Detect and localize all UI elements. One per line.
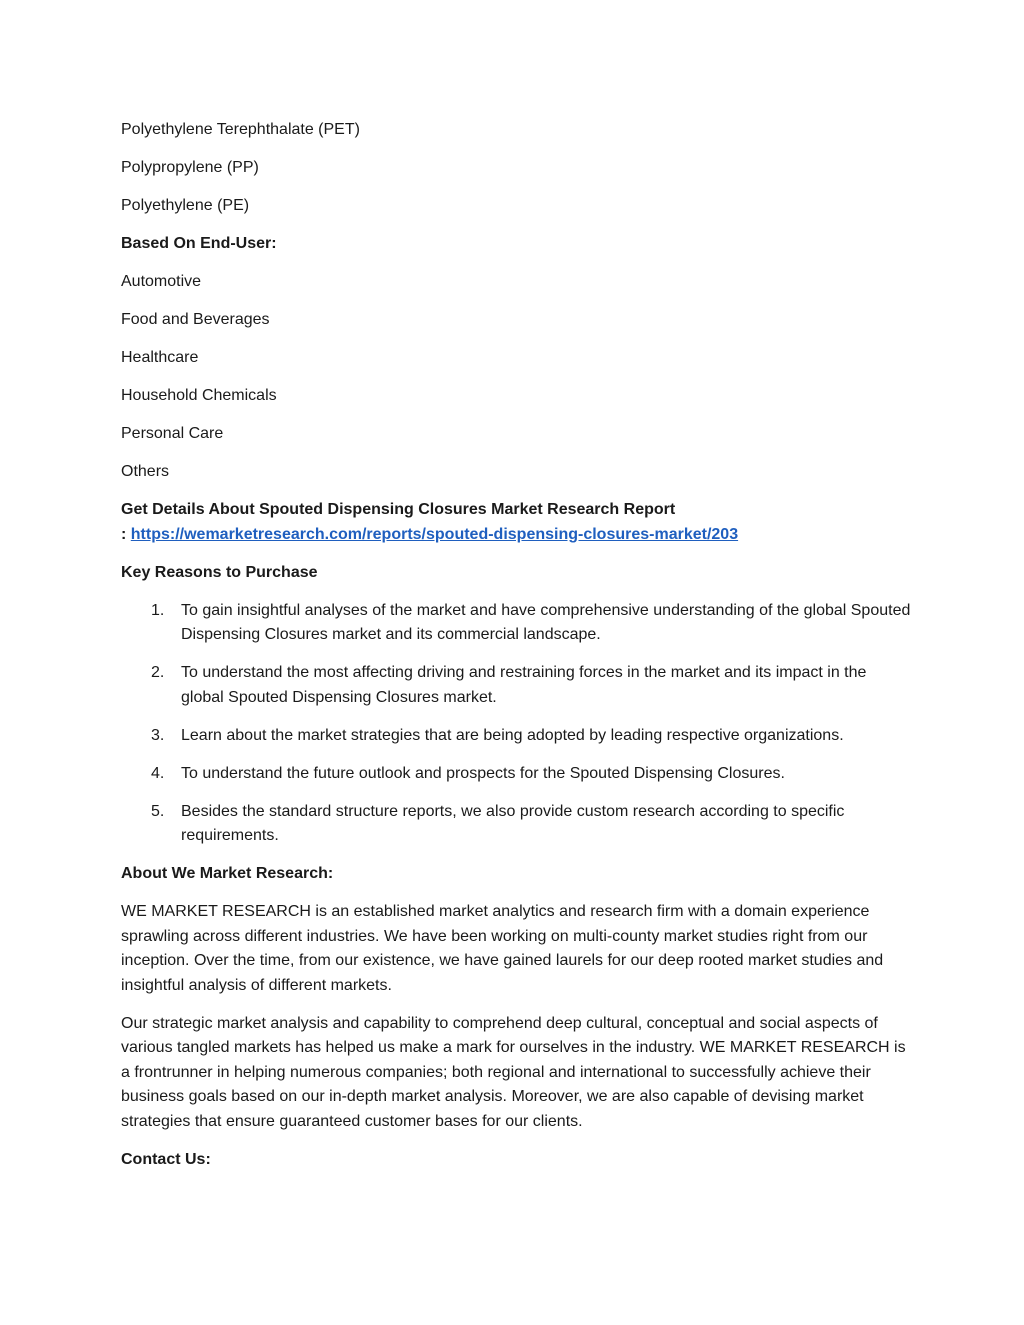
end-user-item: Automotive <box>121 273 202 290</box>
end-user-item: Others <box>121 463 170 480</box>
end-user-item: Food and Beverages <box>121 311 270 328</box>
material-item-pet: Polyethylene Terephthalate (PET) <box>121 121 360 138</box>
report-link[interactable]: https://wemarketresearch.com/reports/spouted-dispensing-closures-market/203 <box>130 525 739 543</box>
list-text: Learn about the market strategies that are being adopted by leading respective organizations. <box>181 726 844 744</box>
about-paragraph: WE MARKET RESEARCH is an established market analytics and research firm with a domain experience sprawling across different industries. We have been working on multi-county market studies right from our inception. Over the time, from our existence, we have gained laurels for our deep rooted market studies and insightful analysis of different markets. <box>121 903 884 994</box>
list-number: 3. <box>151 726 165 744</box>
list-item <box>121 599 911 648</box>
end-user-item: Personal Care <box>121 425 224 442</box>
list-text: To understand the future outlook and prospects for the Spouted Dispensing Closures. <box>181 764 785 782</box>
material-item-pe: Polyethylene (PE) <box>121 197 250 214</box>
document-page <box>121 118 911 1186</box>
list-item <box>121 762 911 787</box>
details-prefix: : <box>121 525 131 543</box>
material-item-pp: Polypropylene (PP) <box>121 159 259 176</box>
end-user-item: Household Chemicals <box>121 387 277 404</box>
list-number: 1. <box>151 601 165 619</box>
end-user-item: Healthcare <box>121 349 199 366</box>
end-user-heading: Based On End-User: <box>121 235 277 252</box>
list-item <box>121 724 911 749</box>
details-text: Get Details About Spouted Dispensing Closures Market Research Report <box>121 501 676 518</box>
list-item <box>121 661 911 710</box>
list-number: 2. <box>151 664 165 681</box>
about-heading: About We Market Research: <box>121 865 334 882</box>
list-number: 5. <box>151 802 165 820</box>
details-paragraph <box>121 498 911 547</box>
contact-heading: Contact Us: <box>121 1150 211 1168</box>
list-text: To gain insightful analyses of the market and have comprehensive understanding of the global Spouted Dispensing Closures market and its commercial landscape. <box>181 601 911 643</box>
key-reasons-list <box>121 599 911 849</box>
list-text: To understand the most affecting driving and restraining forces in the market and its impact in the global Spouted Dispensing Closures market. <box>181 664 867 706</box>
key-reasons-heading: Key Reasons to Purchase <box>121 563 318 581</box>
list-text: Besides the standard structure reports, we also provide custom research according to specific requirements. <box>181 802 845 844</box>
list-item <box>121 800 911 849</box>
about-paragraph: Our strategic market analysis and capability to comprehend deep cultural, conceptual and social aspects of various tangled markets has helped us make a mark for ourselves in the industry. WE MARKET RESEARCH is a frontrunner in helping numerous companies; both regional and international to successfully achieve their business goals based on our in-depth market analysis. Moreover, we are also capable of devising market strategies that ensure guaranteed customer bases for our clients. <box>121 1014 906 1130</box>
list-number: 4. <box>151 764 165 782</box>
